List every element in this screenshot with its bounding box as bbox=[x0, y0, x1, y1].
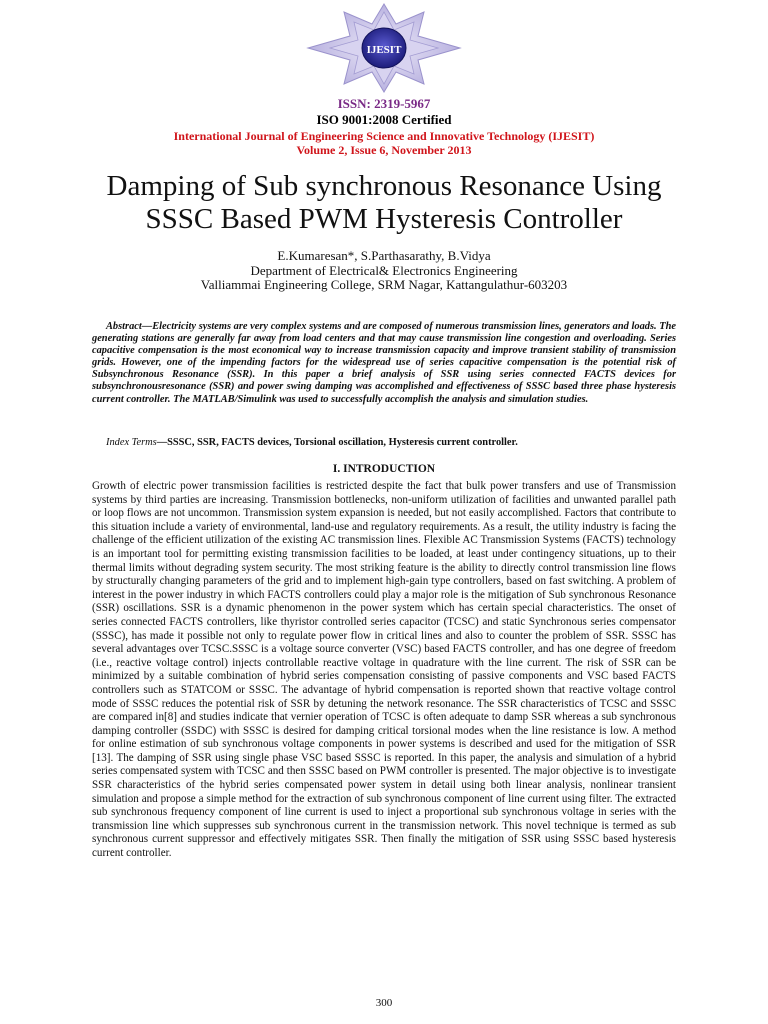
introduction-body: Growth of electric power transmission facilities is restricted despite the fact that bulk power transfers and use of Transmission systems by third parties are increasing. Transmission bottlenecks, non-uniform utilization of facilities and unwanted parallel path or loop flows are not uncommon. Transmission system expansion is needed, but not easily accomplished. Factors that contribute to this situation include a variety of environmental, land-use and regulatory requirements. As a result, the utility industry is facing the challenge of the efficient utilization of the existing AC transmission lines. Flexible AC Transmission Systems (FACTS) technology is an important tool for permitting existing transmission facilities to be loaded, at least under contingency situations, up to their thermal limits without degrading system security. The most striking feature is the ability to directly control transmission line flows by structurally changing parameters of the grid and to implement high-gain type controllers, based on fast switching. A problem of interest in the power industry in which FACTS controllers could play a major role is the mitigation of Sub synchronous Resonance (SSR) oscillations. SSR is a dynamic phenomenon in the power system which has certain special characteristics. The onset of series connected FACTS controllers, like thyristor controlled series capacitor (TCSC) and static Synchronous series compensator (SSSC), has made it possible not only to regulate power flow in critical lines and also to counter the problem of SSR. SSSC has several advantages over TCSC.SSSC is a voltage source converter (VSC) based FACTS controller, and has one degree of freedom (i.e., reactive voltage control) injects controllable reactive voltage in quadrature with the line current. The risk of SSR can be minimized by a suitable combination of hybrid series compensation consisting of passive components and VSC based FACTS controllers such as STATCOM or SSSC. The advantage of hybrid compensation is reported shown that reactive voltage control mode of SSSC reduces the potential risk of SSR by detuning the network resonance. The SSR characteristics of TCSC and SSSC are compared in[8] and studies indicate that vernier operation of TCSC is often adequate to damp SSR whereas a sub synchronous damping controller (SSDC) with SSSC is desired for damping critical torsional modes when the line resistance is low. A method for online estimation of sub synchronous voltage components in power systems is described and used for the mitigation of SSR [13]. The damping of SSR using single phase VSC based SSSC is reported. In this paper, the analysis and simulation of a hybrid series compensated system with TCSC and then SSSC based on PWM controller is presented. The major objective is to investigate SSR characteristics of the hybrid series compensated power system in detail using both linear analysis, nonlinear transient simulation and propose a simple method for the extraction of sub synchronous component of line current using filter. The extracted sub synchronous frequency component of line current is used to inject a proportional sub synchronous voltage in series with the transmission line which suppresses sub synchronous current in the transmission network. This novel technique is termed as sub synchronous current suppressor and effectively mitigates SSR. Then finally the mitigation of SSR using SSSC based hysteresis current controller. bbox=[92, 480, 676, 860]
college: Valliammai Engineering College, SRM Nagar, Kattangulathur-603203 bbox=[200, 277, 568, 292]
index-terms-text: —SSSC, SSR, FACTS devices, Torsional oscillation, Hysteresis current controller. bbox=[156, 437, 518, 448]
abstract-text: —Electricity systems are very complex systems and are composed of numerous transmission lines, generators and loads. The generating stations are generally far away from load centers and that may cause transmission line congestion and overloading. Series capacitive compensation is the most economical way to increase transmission capacity and improve transient stability of transmission grids. However, one of the impending factors for the widespread use of series capacitive compensation is the potential risk of Subsynchronous Resonance (SSR). In this paper a brief analysis of SSR using series connected FACTS devices for subsynchronousresonance (SSR) and power swing damping was accomplished and effectiveness of SSSC based three phase hysteresis current controller. The MATLAB/Simulink was used to successfully accomplish the analysis and simulation studies. bbox=[92, 321, 676, 405]
abstract-label: Abstract bbox=[106, 321, 142, 332]
title-line-1: Damping of Sub synchronous Resonance Using bbox=[106, 170, 662, 202]
paper-title bbox=[0, 170, 768, 236]
index-terms-label: Index Terms bbox=[106, 437, 157, 448]
page-number: 300 bbox=[375, 997, 393, 1009]
iso-certification: ISO 9001:2008 Certified bbox=[316, 112, 452, 127]
abstract bbox=[92, 321, 676, 406]
journal-name: International Journal of Engineering Science and Innovative Technology (IJESIT) bbox=[173, 129, 595, 143]
department: Department of Electrical& Electronics Engineering bbox=[250, 262, 518, 278]
logo-text: IJESIT bbox=[366, 44, 402, 56]
index-terms bbox=[106, 437, 676, 448]
title-line-2: SSSC Based PWM Hysteresis Controller bbox=[145, 203, 623, 235]
journal-logo bbox=[300, 2, 468, 94]
volume-issue: Volume 2, Issue 6, November 2013 bbox=[296, 143, 472, 157]
star-emblem-icon bbox=[300, 2, 468, 94]
authors: E.Kumaresan*, S.Parthasarathy, B.Vidya bbox=[277, 248, 491, 263]
issn: ISSN: 2319-5967 bbox=[337, 96, 431, 111]
author-block bbox=[0, 249, 768, 293]
section-heading: I. INTRODUCTION bbox=[332, 463, 436, 475]
